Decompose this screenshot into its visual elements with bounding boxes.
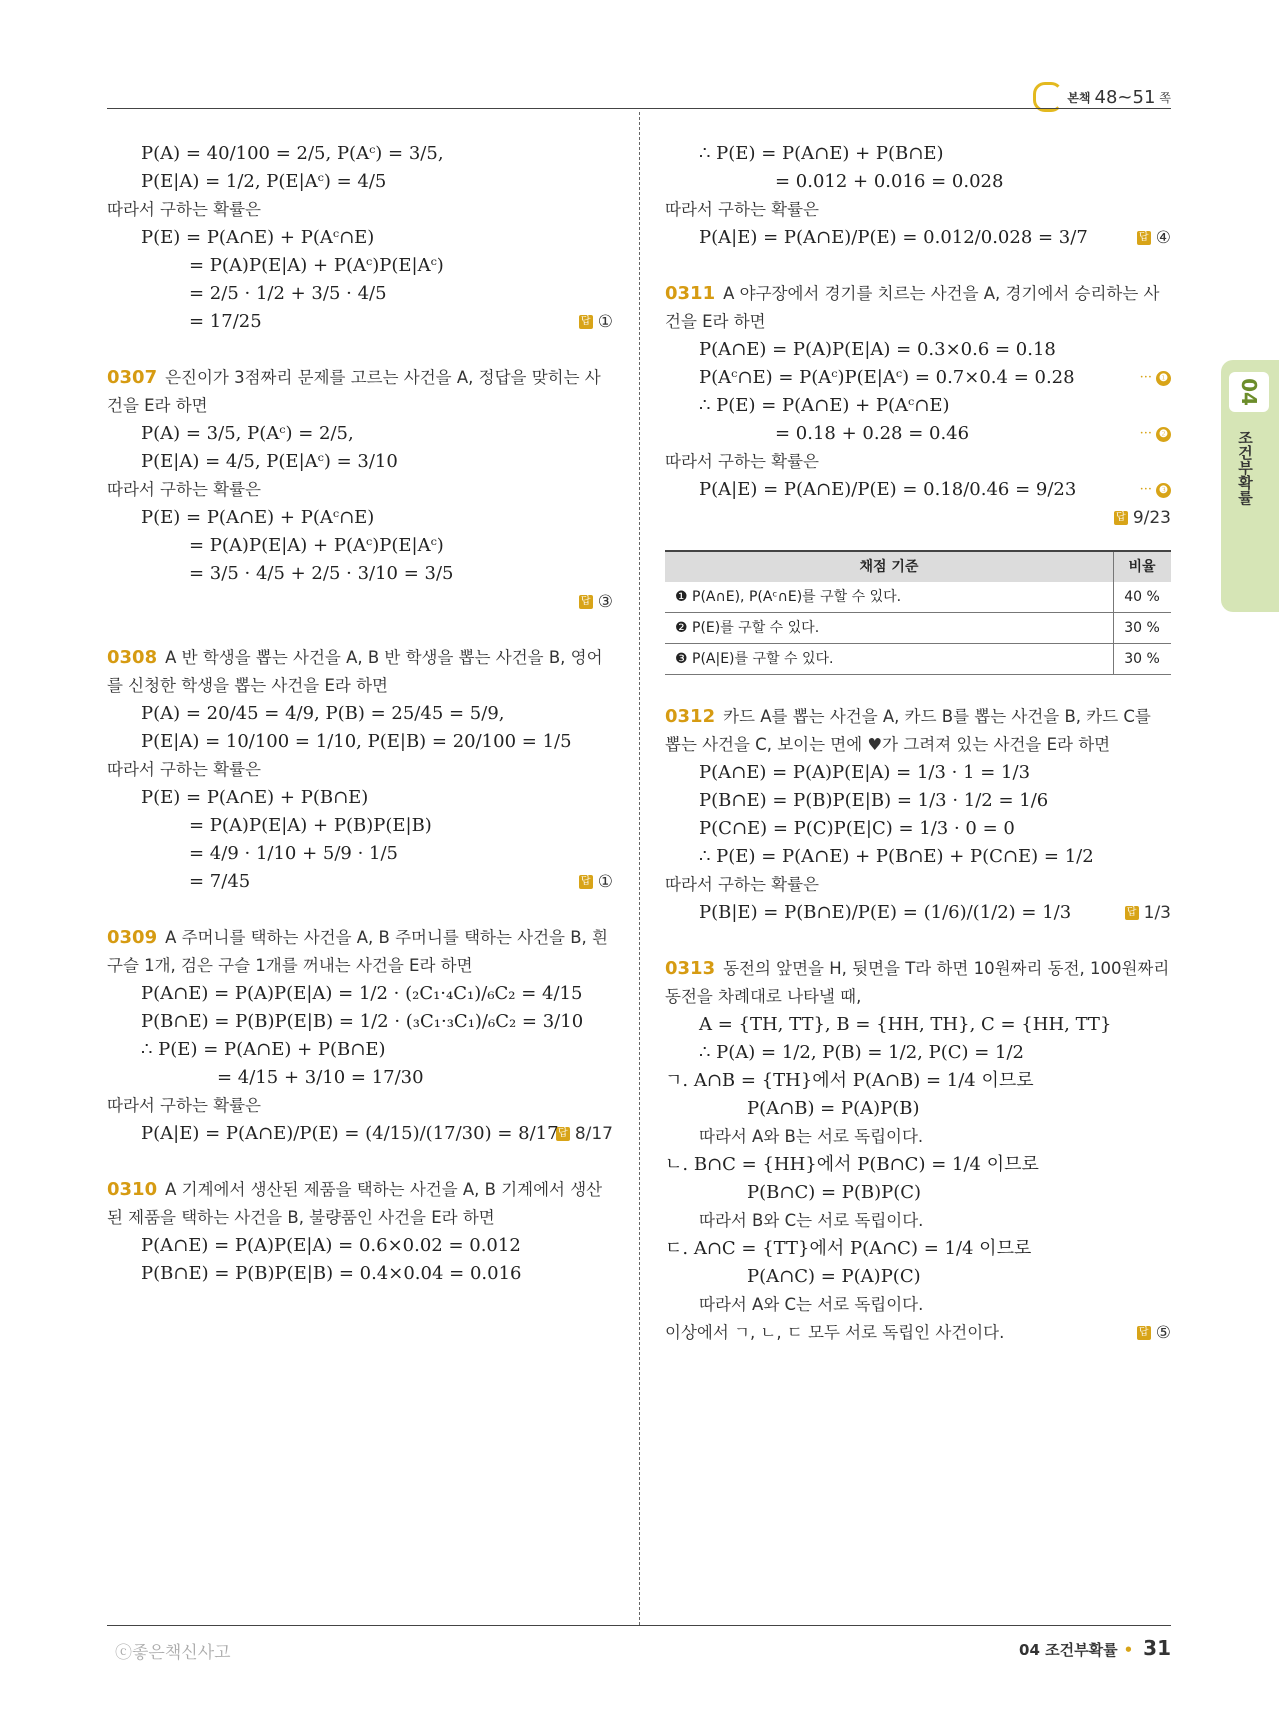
math-content: ∴ P(E) = P(A∩E) + P(B∩E) <box>699 143 944 164</box>
solution-text <box>107 756 613 784</box>
math-line <box>665 224 1171 252</box>
scoring-header-criteria: 채점 기준 <box>665 551 1114 582</box>
copyright: ⓒ좋은책신사고 <box>115 1643 231 1663</box>
math-line <box>107 980 613 1008</box>
solution-text <box>665 1123 1171 1151</box>
math-content: = 2/5 · 1/2 + 3/5 · 4/5 <box>189 283 387 304</box>
math-content: ㄴ. B∩C = {HH}에서 P(B∩C) = 1/4 이므로 <box>665 1154 1039 1175</box>
answer-value: ③ <box>597 592 613 612</box>
page-unit: 쪽 <box>1159 90 1171 105</box>
math-content: = P(A)P(E|A) + P(Aᶜ)P(E|Aᶜ) <box>189 535 444 556</box>
solution-text <box>665 196 1171 224</box>
math-line <box>107 1232 613 1260</box>
problem-text: A 반 학생을 뽑는 사건을 A, B 반 학생을 뽑는 사건을 B, 영어를 신청한 학생을 뽑는 사건을 E라 하면 <box>107 648 603 695</box>
step-marker-number: ❶ <box>1156 371 1171 386</box>
answer-value: ⑤ <box>1155 1323 1171 1343</box>
criteria-cell: ❶ P(A∩E), P(Aᶜ∩E)를 구할 수 있다. <box>665 582 1114 613</box>
step-marker-number: ❸ <box>1156 483 1171 498</box>
math-content: ∴ P(A) = 1/2, P(B) = 1/2, P(C) = 1/2 <box>699 1042 1025 1063</box>
math-line <box>107 252 613 280</box>
math-line <box>665 392 1171 420</box>
answer-value: 8/17 <box>574 1124 613 1144</box>
chapter-side-tab[interactable] <box>1221 360 1279 612</box>
math-content: = 17/25 <box>189 311 262 332</box>
answer-value: ① <box>597 872 613 892</box>
problem-intro <box>107 644 613 700</box>
math-content: ㄷ. A∩C = {TT}에서 P(A∩C) = 1/4 이므로 <box>665 1238 1032 1259</box>
footer-rule <box>107 1625 1171 1626</box>
math-line <box>107 448 613 476</box>
math-line <box>107 784 613 812</box>
math-content: P(E|A) = 4/5, P(E|Aᶜ) = 3/10 <box>141 451 398 472</box>
problem-text: 카드 A를 뽑는 사건을 A, 카드 B를 뽑는 사건을 B, 카드 C를 뽑는 사건을 C, 보이는 면에 ♥가 그려져 있는 사건을 E라 하면 <box>665 707 1151 754</box>
solution-text <box>107 476 613 504</box>
math-line <box>665 140 1171 168</box>
math-content: ∴ P(E) = P(A∩E) + P(Aᶜ∩E) <box>699 395 950 416</box>
math-line <box>665 1151 1171 1179</box>
math-line <box>665 420 1171 448</box>
ratio-cell: 30 % <box>1114 613 1172 644</box>
answer-icon: 답 <box>579 875 593 889</box>
math-content: P(E) = P(A∩E) + P(B∩E) <box>141 787 369 808</box>
solution-text <box>665 1207 1171 1235</box>
scoring-header-ratio: 비율 <box>1114 551 1172 582</box>
ratio-cell: 30 % <box>1114 644 1172 675</box>
math-line <box>665 504 1171 532</box>
chapter-number: 04 <box>1229 372 1269 412</box>
problem-number: 0309 <box>107 927 158 948</box>
answer-mark <box>556 1120 613 1148</box>
math-content: = 3/5 · 4/5 + 2/5 · 3/10 = 3/5 <box>189 563 454 584</box>
math-content: P(B∩E) = P(B)P(E|B) = 0.4×0.04 = 0.016 <box>141 1263 522 1284</box>
math-line <box>107 280 613 308</box>
math-content: P(C∩E) = P(C)P(E|C) = 1/3 · 0 = 0 <box>699 818 1015 839</box>
solution-text <box>107 1092 613 1120</box>
text-content: 따라서 구하는 확률은 <box>107 1096 261 1115</box>
math-content: = 4/15 + 3/10 = 17/30 <box>217 1067 424 1088</box>
math-line <box>107 1260 613 1288</box>
problem-number: 0312 <box>665 706 716 727</box>
answer-mark <box>1137 1319 1171 1347</box>
math-line <box>107 728 613 756</box>
math-line <box>665 336 1171 364</box>
math-content: P(B∩C) = P(B)P(C) <box>747 1182 922 1203</box>
math-line <box>665 168 1171 196</box>
answer-icon: 답 <box>1137 1326 1151 1340</box>
problem-intro <box>107 364 613 420</box>
math-line <box>107 504 613 532</box>
answer-value: 9/23 <box>1132 508 1171 528</box>
math-content: P(A∩E) = P(A)P(E|A) = 1/3 · 1 = 1/3 <box>699 762 1031 783</box>
text-content: 따라서 구하는 확률은 <box>107 760 261 779</box>
math-line <box>107 308 613 336</box>
page-range: 48~51 <box>1094 86 1156 108</box>
answer-mark <box>1125 899 1171 927</box>
problem-number: 0308 <box>107 647 158 668</box>
math-content: P(A∩C) = P(A)P(C) <box>747 1266 921 1287</box>
math-line <box>665 843 1171 871</box>
left-column <box>107 140 613 1288</box>
problem-text: 은진이가 3점짜리 문제를 고르는 사건을 A, 정답을 맞히는 사건을 E라 하면 <box>107 368 601 415</box>
scoring-table <box>665 550 1171 675</box>
problem-text: A 야구장에서 경기를 치르는 사건을 A, 경기에서 승리하는 사건을 E라 하면 <box>665 284 1160 331</box>
text-content: 따라서 구하는 확률은 <box>665 875 819 894</box>
problem-text: 동전의 앞면을 H, 뒷면을 T라 하면 10원짜리 동전, 100원짜리 동전을 차례대로 나타낼 때, <box>665 959 1170 1006</box>
math-content: = 0.012 + 0.016 = 0.028 <box>775 171 1004 192</box>
solution-text <box>665 448 1171 476</box>
answer-icon: 답 <box>579 315 593 329</box>
math-line <box>107 532 613 560</box>
math-content: = 4/9 · 1/10 + 5/9 · 1/5 <box>189 843 398 864</box>
answer-value: ① <box>597 312 613 332</box>
math-content: P(A) = 3/5, P(Aᶜ) = 2/5, <box>141 423 354 444</box>
math-line <box>107 140 613 168</box>
math-line <box>665 787 1171 815</box>
text-content: 따라서 구하는 확률은 <box>665 452 819 471</box>
math-line <box>665 1067 1171 1095</box>
answer-value: 1/3 <box>1143 903 1171 923</box>
math-line <box>665 1179 1171 1207</box>
math-line <box>107 840 613 868</box>
table-row <box>665 613 1171 644</box>
solution-block-0312-0313 <box>665 703 1171 1347</box>
answer-mark <box>579 868 613 896</box>
math-content: = P(A)P(E|A) + P(B)P(E|B) <box>189 815 432 836</box>
footer-chapter: 04 조건부확률 <box>1019 1641 1118 1659</box>
math-line <box>107 1120 613 1148</box>
text-content: 따라서 A와 C는 서로 독립이다. <box>699 1295 924 1314</box>
footer-bullet: • <box>1123 1641 1134 1659</box>
math-line <box>665 1235 1171 1263</box>
text-content: 따라서 B와 C는 서로 독립이다. <box>699 1211 924 1230</box>
math-line <box>107 868 613 896</box>
answer-icon: 답 <box>1137 231 1151 245</box>
math-content: P(A|E) = P(A∩E)/P(E) = 0.012/0.028 = 3/7 <box>699 227 1088 248</box>
problem-intro <box>665 703 1171 759</box>
math-content: P(A) = 40/100 = 2/5, P(Aᶜ) = 3/5, <box>141 143 444 164</box>
answer-mark <box>579 308 613 336</box>
problem-text: A 기계에서 생산된 제품을 택하는 사건을 A, B 기계에서 생산된 제품을 택하는 사건을 B, 불량품인 사건을 E라 하면 <box>107 1180 603 1227</box>
problem-number: 0310 <box>107 1179 158 1200</box>
math-line <box>107 812 613 840</box>
math-content: ㄱ. A∩B = {TH}에서 P(A∩B) = 1/4 이므로 <box>665 1070 1034 1091</box>
right-column <box>665 140 1171 1347</box>
math-content: P(A) = 20/45 = 4/9, P(B) = 25/45 = 5/9, <box>141 703 505 724</box>
step-marker: ··· ❸ <box>1140 476 1171 504</box>
answer-icon: 답 <box>556 1127 570 1141</box>
math-content: ∴ P(E) = P(A∩E) + P(B∩E) + P(C∩E) = 1/2 <box>699 846 1094 867</box>
problem-text: A 주머니를 택하는 사건을 A, B 주머니를 택하는 사건을 B, 흰 구슬 1개, 검은 구슬 1개를 꺼내는 사건을 E라 하면 <box>107 928 608 975</box>
solution-text <box>665 1319 1171 1347</box>
math-content: P(A∩E) = P(A)P(E|A) = 0.3×0.6 = 0.18 <box>699 339 1056 360</box>
solution-text <box>665 871 1171 899</box>
math-content: = 0.18 + 0.28 = 0.46 <box>775 423 970 444</box>
problem-number: 0313 <box>665 958 716 979</box>
math-content: P(B|E) = P(B∩E)/P(E) = (1/6)/(1/2) = 1/3 <box>699 902 1072 923</box>
math-line <box>107 420 613 448</box>
problem-intro <box>107 924 613 980</box>
math-line <box>665 1095 1171 1123</box>
step-marker: ··· ❶ <box>1140 364 1171 392</box>
text-content: 따라서 구하는 확률은 <box>107 200 261 219</box>
text-content: 따라서 구하는 확률은 <box>665 200 819 219</box>
problem-intro <box>107 1176 613 1232</box>
math-line <box>107 1036 613 1064</box>
chapter-label: 조건부확률 <box>1236 430 1254 505</box>
column-divider <box>639 112 640 1625</box>
problem-intro <box>665 955 1171 1011</box>
math-line <box>665 1263 1171 1291</box>
math-line <box>665 364 1171 392</box>
math-content: ∴ P(E) = P(A∩E) + P(B∩E) <box>141 1039 386 1060</box>
criteria-cell: ❷ P(E)를 구할 수 있다. <box>665 613 1114 644</box>
math-content: = P(A)P(E|A) + P(Aᶜ)P(E|Aᶜ) <box>189 255 444 276</box>
math-content: P(A∩E) = P(A)P(E|A) = 1/2 · (₂C₁·₄C₁)/₆C₂ = 4/15 <box>141 983 583 1004</box>
criteria-cell: ❸ P(A|E)를 구할 수 있다. <box>665 644 1114 675</box>
math-line <box>107 1008 613 1036</box>
answer-mark <box>1137 224 1171 252</box>
math-content: P(E) = P(A∩E) + P(Aᶜ∩E) <box>141 227 375 248</box>
table-row <box>665 644 1171 675</box>
math-content: P(E|A) = 10/100 = 1/10, P(E|B) = 20/100 = 1/5 <box>141 731 572 752</box>
math-content: P(E|A) = 1/2, P(E|Aᶜ) = 4/5 <box>141 171 387 192</box>
ratio-cell: 40 % <box>1114 582 1172 613</box>
answer-icon: 답 <box>1125 906 1139 920</box>
math-content: P(A|E) = P(A∩E)/P(E) = 0.18/0.46 = 9/23 <box>699 479 1077 500</box>
solution-block-0310-0311 <box>665 140 1171 532</box>
math-line <box>665 476 1171 504</box>
math-content: P(A∩E) = P(A)P(E|A) = 0.6×0.02 = 0.012 <box>141 1235 521 1256</box>
math-content: P(B∩E) = P(B)P(E|B) = 1/3 · 1/2 = 1/6 <box>699 790 1049 811</box>
answer-icon: 답 <box>579 595 593 609</box>
text-content: 따라서 구하는 확률은 <box>107 480 261 499</box>
answer-mark <box>1114 504 1171 532</box>
math-line <box>665 1011 1171 1039</box>
math-line <box>107 560 613 588</box>
page-number: 31 <box>1143 1636 1171 1660</box>
step-marker: ··· ❷ <box>1140 420 1171 448</box>
math-content: P(Aᶜ∩E) = P(Aᶜ)P(E|Aᶜ) = 0.7×0.4 = 0.28 <box>699 367 1075 388</box>
answer-icon: 답 <box>1114 511 1128 525</box>
math-line <box>665 815 1171 843</box>
math-content: P(E) = P(A∩E) + P(Aᶜ∩E) <box>141 507 375 528</box>
math-content: P(A|E) = P(A∩E)/P(E) = (4/15)/(17/30) = 8/17 <box>141 1123 559 1144</box>
math-line <box>665 759 1171 787</box>
footer-page-info <box>1019 1636 1171 1660</box>
math-line <box>665 899 1171 927</box>
math-line <box>107 224 613 252</box>
table-row <box>665 582 1171 613</box>
text-content: 따라서 A와 B는 서로 독립이다. <box>699 1127 924 1146</box>
math-content: = 7/45 <box>189 871 251 892</box>
step-marker-number: ❷ <box>1156 427 1171 442</box>
math-content: P(A∩B) = P(A)P(B) <box>747 1098 920 1119</box>
math-line <box>107 1064 613 1092</box>
text-content: 이상에서 ㄱ, ㄴ, ㄷ 모두 서로 독립인 사건이다. <box>665 1323 1005 1342</box>
problem-intro <box>665 280 1171 336</box>
math-line <box>107 168 613 196</box>
solution-text <box>107 196 613 224</box>
answer-value: ④ <box>1155 228 1171 248</box>
math-line <box>107 700 613 728</box>
math-line <box>665 1039 1171 1067</box>
solution-text <box>665 1291 1171 1319</box>
math-line <box>107 588 613 616</box>
header-rule <box>107 108 1171 109</box>
math-content: A = {TH, TT}, B = {HH, TH}, C = {HH, TT} <box>699 1014 1112 1035</box>
math-content: P(B∩E) = P(B)P(E|B) = 1/2 · (₃C₁·₃C₁)/₆C₂ = 3/10 <box>141 1011 584 1032</box>
book-label: 본책 <box>1067 90 1091 105</box>
problem-number: 0311 <box>665 283 716 304</box>
problem-number: 0307 <box>107 367 158 388</box>
answer-mark <box>579 588 613 616</box>
